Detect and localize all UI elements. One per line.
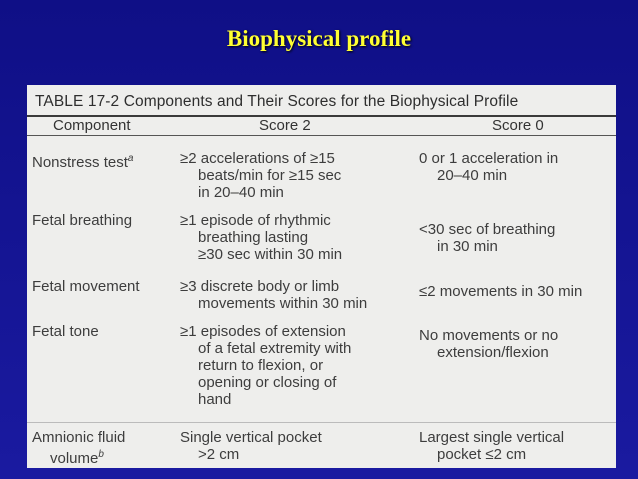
row-separator xyxy=(27,422,616,423)
row-nonstress-score0: 0 or 1 acceleration in 20–40 min xyxy=(419,150,559,184)
row-fluid-score0: Largest single vertical pocket ≤2 cm xyxy=(419,429,565,463)
row-tone-score2: ≥1 episodes of extension of a fetal extremity with return to flexion, or opening or closing of hand xyxy=(180,323,352,408)
row-nonstress-score2: ≥2 accelerations of ≥15 beats/min for ≥15 sec in 20–40 min xyxy=(180,150,342,201)
header-component: Component xyxy=(53,117,131,134)
scanned-table xyxy=(27,85,616,468)
header-score-0: Score 0 xyxy=(492,117,544,134)
row-nonstress-component: Nonstress test$^a$ xyxy=(32,153,134,171)
row-tone-score0: No movements or no extension/flexion xyxy=(419,327,559,361)
header-score-2: Score 2 xyxy=(259,117,311,134)
row-movement-score2: ≥3 discrete body or limb movements within 30 min xyxy=(180,278,368,312)
row-fluid-component: Amnionic fluid volume$^b$ xyxy=(32,429,126,467)
table-caption: TABLE 17-2 Components and Their Scores for the Biophysical Profile xyxy=(35,93,519,110)
row-movement-component: Fetal movement xyxy=(32,278,140,295)
row-breathing-score0: <30 sec of breathing in 30 min xyxy=(419,221,556,255)
row-breathing-component: Fetal breathing xyxy=(32,212,133,229)
header-rule xyxy=(27,135,616,136)
slide-title: Biophysical profile xyxy=(226,26,412,51)
row-breathing-score2: ≥1 episode of rhythmic breathing lasting ≥30 sec within 30 min xyxy=(180,212,343,263)
row-fluid-score2: Single vertical pocket >2 cm xyxy=(180,429,322,463)
row-tone-component: Fetal tone xyxy=(32,323,99,340)
row-movement-score0: ≤2 movements in 30 min xyxy=(419,283,583,300)
